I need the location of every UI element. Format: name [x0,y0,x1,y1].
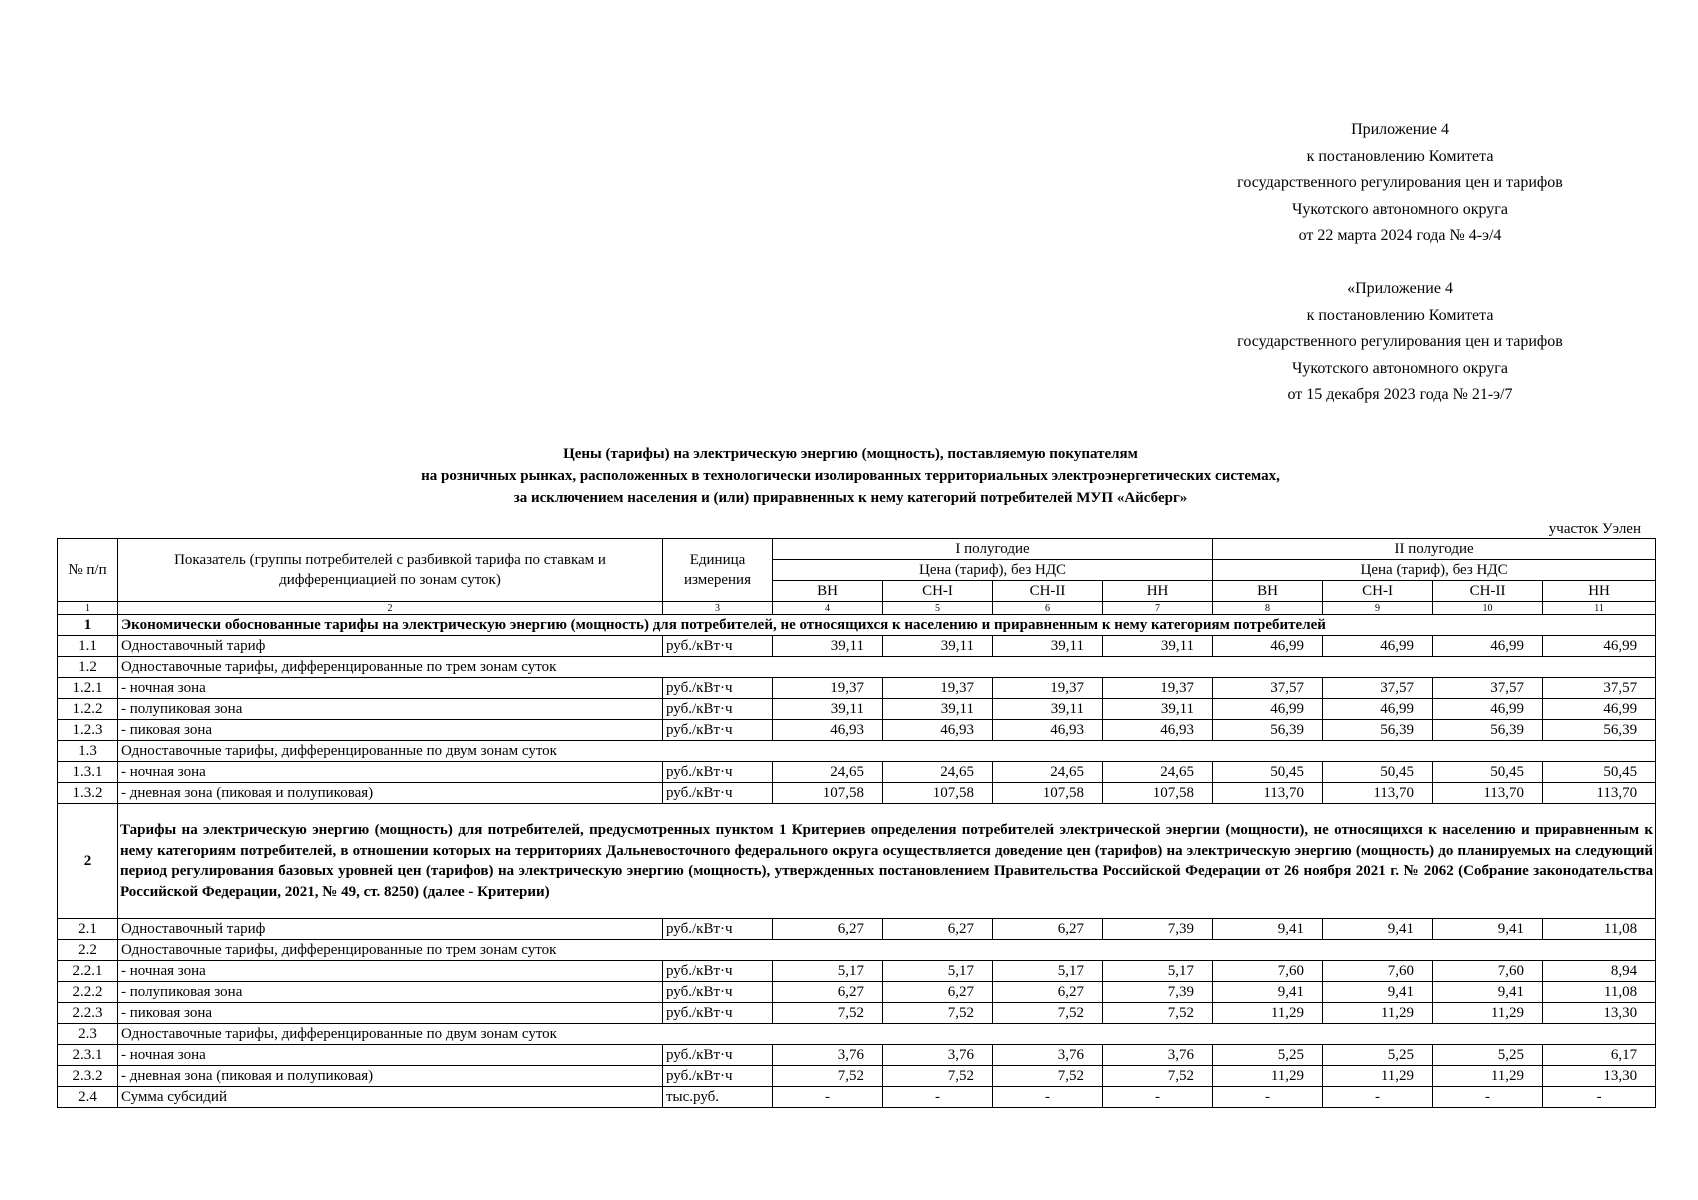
value-cell: 19,37 [993,678,1103,699]
appendix-line: к постановлению Комитета [1306,147,1494,165]
value-cell: 7,52 [1103,1003,1213,1024]
value-cell: 46,93 [883,720,993,741]
value-cell: 37,57 [1543,678,1656,699]
value-cell: 56,39 [1433,720,1543,741]
value-cell: 39,11 [773,636,883,657]
value-cell: 11,29 [1323,1003,1433,1024]
value-cell: 56,39 [1543,720,1656,741]
row-number: 1.3.1 [58,762,118,783]
value-cell: 113,70 [1433,783,1543,804]
row-number: 2.2 [58,940,118,961]
row-number: 1.1 [58,636,118,657]
table-row [58,615,1656,636]
value-cell: 19,37 [773,678,883,699]
column-number: 2 [118,602,663,615]
table-row [58,741,1656,762]
appendix-line: от 15 декабря 2023 года № 21-э/7 [1287,386,1513,403]
value-cell: 7,39 [1103,982,1213,1003]
value-cell: 46,99 [1433,699,1543,720]
value-cell: 5,17 [993,961,1103,982]
value-cell: 5,25 [1433,1045,1543,1066]
value-cell: 39,11 [993,636,1103,657]
value-cell: 5,25 [1213,1045,1323,1066]
value-cell: 11,29 [1213,1003,1323,1024]
row-unit: руб./кВт·ч [663,636,773,657]
value-cell: 50,45 [1543,762,1656,783]
value-cell: 6,27 [883,919,993,940]
value-cell: 11,29 [1433,1003,1543,1024]
site-label: участок Уэлен [1548,521,1641,537]
value-cell: - [993,1087,1103,1108]
value-cell: 3,76 [1103,1045,1213,1066]
value-cell: 7,52 [1103,1066,1213,1087]
column-number: 4 [773,602,883,615]
value-cell: 9,41 [1433,919,1543,940]
tariff-table [57,538,1656,1108]
value-cell: 11,29 [1213,1066,1323,1087]
appendix-line: от 22 марта 2024 года № 4-э/4 [1298,227,1502,244]
table-row [58,1024,1656,1045]
value-cell: 24,65 [993,762,1103,783]
appendix-original [1200,276,1600,409]
row-label: - дневная зона (пиковая и полупиковая) [118,783,663,804]
row-number: 2.1 [58,919,118,940]
row-number: 2.2.1 [58,961,118,982]
value-cell: 8,94 [1543,961,1656,982]
row-number: 1.2.3 [58,720,118,741]
value-cell: - [1433,1087,1543,1108]
value-cell: 113,70 [1323,783,1433,804]
value-cell: 37,57 [1433,678,1543,699]
value-cell: 7,60 [1433,961,1543,982]
appendix-line: к постановлению Комитета [1306,306,1494,324]
appendix-line: государственного регулирования цен и тарифов [1237,333,1563,350]
column-number: 9 [1323,602,1433,615]
row-label: - ночная зона [118,762,663,783]
value-cell: 56,39 [1213,720,1323,741]
value-cell: 7,60 [1213,961,1323,982]
row-number: 2.2.3 [58,1003,118,1024]
row-unit: руб./кВт·ч [663,783,773,804]
value-cell: 3,76 [773,1045,883,1066]
value-cell: 5,17 [1103,961,1213,982]
value-cell: 7,52 [993,1003,1103,1024]
column-number: 1 [58,602,118,615]
row-label: - полупиковая зона [118,982,663,1003]
row-number: 2.3.1 [58,1045,118,1066]
header-price-1: Цена (тариф), без НДС [773,560,1213,581]
value-cell: 39,11 [1103,699,1213,720]
value-cell: 46,93 [993,720,1103,741]
value-cell: 107,58 [773,783,883,804]
value-cell: 50,45 [1213,762,1323,783]
value-cell: 7,60 [1323,961,1433,982]
column-number: 3 [663,602,773,615]
value-cell: - [1543,1087,1656,1108]
appendix-line: государственного регулирования цен и тарифов [1237,174,1563,191]
value-cell: - [773,1087,883,1108]
table-row [58,783,1656,804]
column-number: 11 [1543,602,1656,615]
row-unit: руб./кВт·ч [663,678,773,699]
column-number: 10 [1433,602,1543,615]
row-label: - ночная зона [118,961,663,982]
value-cell: 11,29 [1323,1066,1433,1087]
header-level: ВН [1213,581,1323,602]
appendix-line: Приложение 4 [1351,121,1449,138]
group-label: Одноставочные тарифы, дифференцированные по двум зонам суток [118,741,1656,762]
table-row [58,982,1656,1003]
value-cell: 9,41 [1323,982,1433,1003]
header-level: СН-II [1433,581,1543,602]
row-label: Сумма субсидий [118,1087,663,1108]
document-title [57,443,1644,509]
row-label: - ночная зона [118,1045,663,1066]
header-level: СН-I [1323,581,1433,602]
row-number: 2.3.2 [58,1066,118,1087]
value-cell: 107,58 [1103,783,1213,804]
value-cell: 46,99 [1543,699,1656,720]
value-cell: - [1323,1087,1433,1108]
value-cell: 24,65 [773,762,883,783]
header-level: СН-II [993,581,1103,602]
table-row [58,678,1656,699]
table-row [58,1045,1656,1066]
value-cell: 46,93 [773,720,883,741]
title-line: Цены (тарифы) на электрическую энергию (мощность), поставляемую покупателям [563,446,1138,462]
table-row [58,657,1656,678]
header-level: НН [1103,581,1213,602]
value-cell: 9,41 [1213,919,1323,940]
value-cell: 6,27 [773,982,883,1003]
row-unit: руб./кВт·ч [663,1066,773,1087]
row-number: 1.2.1 [58,678,118,699]
row-unit: руб./кВт·ч [663,699,773,720]
value-cell: 7,52 [993,1066,1103,1087]
value-cell: 46,99 [1543,636,1656,657]
value-cell: 19,37 [883,678,993,699]
row-label: - пиковая зона [118,720,663,741]
value-cell: 113,70 [1213,783,1323,804]
value-cell: 5,17 [883,961,993,982]
value-cell: 11,08 [1543,982,1656,1003]
table-row [58,699,1656,720]
row-number: 2.2.2 [58,982,118,1003]
row-label: Одноставочный тариф [118,636,663,657]
row-unit: тыс.руб. [663,1087,773,1108]
row-label: Одноставочный тариф [118,919,663,940]
title-line: за исключением населения и (или) приравненных к нему категорий потребителей МУП «Айсберг» [513,490,1188,506]
header-row [58,539,1656,560]
row-unit: руб./кВт·ч [663,720,773,741]
column-numbers-row [58,602,1656,615]
table-row [58,940,1656,961]
row-unit: руб./кВт·ч [663,961,773,982]
row-unit: руб./кВт·ч [663,919,773,940]
row-label: - пиковая зона [118,1003,663,1024]
column-number: 5 [883,602,993,615]
value-cell: 11,29 [1433,1066,1543,1087]
table-row [58,636,1656,657]
row-number: 1.2 [58,657,118,678]
table-row [58,720,1656,741]
table-row [58,762,1656,783]
value-cell: 24,65 [883,762,993,783]
row-number: 1.3 [58,741,118,762]
value-cell: 13,30 [1543,1003,1656,1024]
value-cell: 39,11 [1103,636,1213,657]
title-line: на розничных рынках, расположенных в технологически изолированных территориальных электроэнергетических системах, [421,468,1280,484]
header-indicator: Показатель (группы потребителей с разбивкой тарифа по ставкам и дифференциацией по зонам суток) [118,539,663,602]
value-cell: 39,11 [773,699,883,720]
value-cell: 39,11 [993,699,1103,720]
row-number: 2.3 [58,1024,118,1045]
value-cell: 37,57 [1323,678,1433,699]
appendix-current [1200,117,1600,250]
column-number: 7 [1103,602,1213,615]
value-cell: - [883,1087,993,1108]
value-cell: 6,27 [773,919,883,940]
value-cell: 39,11 [883,636,993,657]
value-cell: 46,99 [1433,636,1543,657]
appendix-line: Чукотского автономного округа [1292,359,1508,377]
value-cell: 9,41 [1213,982,1323,1003]
value-cell: 50,45 [1323,762,1433,783]
value-cell: 7,39 [1103,919,1213,940]
header-price-2: Цена (тариф), без НДС [1213,560,1656,581]
row-label: - дневная зона (пиковая и полупиковая) [118,1066,663,1087]
value-cell: 56,39 [1323,720,1433,741]
table-row [58,961,1656,982]
value-cell: 37,57 [1213,678,1323,699]
row-unit: руб./кВт·ч [663,762,773,783]
table-row [58,1066,1656,1087]
value-cell: 3,76 [993,1045,1103,1066]
row-label: - полупиковая зона [118,699,663,720]
group-label: Одноставочные тарифы, дифференцированные по трем зонам суток [118,657,1656,678]
value-cell: 113,70 [1543,783,1656,804]
header-level: НН [1543,581,1656,602]
section-label: Экономически обоснованные тарифы на электрическую энергию (мощность) для потребителей, не относящихся к населению и приравненным к нему категориям потребителей [118,615,1656,636]
value-cell: 5,25 [1323,1045,1433,1066]
value-cell: 107,58 [883,783,993,804]
value-cell: 7,52 [883,1003,993,1024]
table-row [58,1087,1656,1108]
value-cell: 46,99 [1213,699,1323,720]
value-cell: 7,52 [773,1003,883,1024]
value-cell: 6,27 [883,982,993,1003]
appendix-line: Чукотского автономного округа [1292,200,1508,218]
group-label: Одноставочные тарифы, дифференцированные по двум зонам суток [118,1024,1656,1045]
row-number: 2 [58,804,118,919]
value-cell: 50,45 [1433,762,1543,783]
row-number: 2.4 [58,1087,118,1108]
value-cell: 6,17 [1543,1045,1656,1066]
value-cell: 19,37 [1103,678,1213,699]
row-unit: руб./кВт·ч [663,1003,773,1024]
column-number: 6 [993,602,1103,615]
header-num: № п/п [58,539,118,602]
value-cell: 39,11 [883,699,993,720]
value-cell: 3,76 [883,1045,993,1066]
value-cell: - [1213,1087,1323,1108]
header-unit: Единица измерения [663,539,773,602]
table-row [58,919,1656,940]
value-cell: 11,08 [1543,919,1656,940]
table-row [58,1003,1656,1024]
value-cell: 9,41 [1323,919,1433,940]
value-cell: 6,27 [993,919,1103,940]
header-half-1: I полугодие [773,539,1213,560]
value-cell: 7,52 [883,1066,993,1087]
row-unit: руб./кВт·ч [663,982,773,1003]
header-half-2: II полугодие [1213,539,1656,560]
value-cell: 46,99 [1323,636,1433,657]
value-cell: 107,58 [993,783,1103,804]
column-number: 8 [1213,602,1323,615]
group-label: Одноставочные тарифы, дифференцированные по трем зонам суток [118,940,1656,961]
header-level: ВН [773,581,883,602]
value-cell: 46,99 [1323,699,1433,720]
row-number: 1 [58,615,118,636]
appendix-line: «Приложение 4 [1347,280,1453,297]
value-cell: 9,41 [1433,982,1543,1003]
row-number: 1.2.2 [58,699,118,720]
table-row [58,804,1656,919]
value-cell: - [1103,1087,1213,1108]
value-cell: 46,99 [1213,636,1323,657]
value-cell: 5,17 [773,961,883,982]
header-level: СН-I [883,581,993,602]
value-cell: 13,30 [1543,1066,1656,1087]
section-label: Тарифы на электрическую энергию (мощность) для потребителей, предусмотренных пунктом 1 Критериев определения потребителей электрической энергии (мощности), не относящихся к населению и приравненным к нему категориям потребителей, в отношении которых на территориях Дальневосточного федерального округа осуществляется доведение цен (тарифов) на электрическую энергию (мощность) до планируемых на следующий период регулирования базовых уровней цен (тарифов) на электрическую энергию (мощность), утвержденных постановлением Правительства Российской Федерации от 26 ноября 2021 г. № 2062 (Собрание законодательства Российской Федерации, 2021, № 49, ст. 8250) (далее - Критерии) [118,804,1656,919]
row-number: 1.3.2 [58,783,118,804]
value-cell: 24,65 [1103,762,1213,783]
value-cell: 46,93 [1103,720,1213,741]
row-unit: руб./кВт·ч [663,1045,773,1066]
value-cell: 7,52 [773,1066,883,1087]
row-label: - ночная зона [118,678,663,699]
value-cell: 6,27 [993,982,1103,1003]
